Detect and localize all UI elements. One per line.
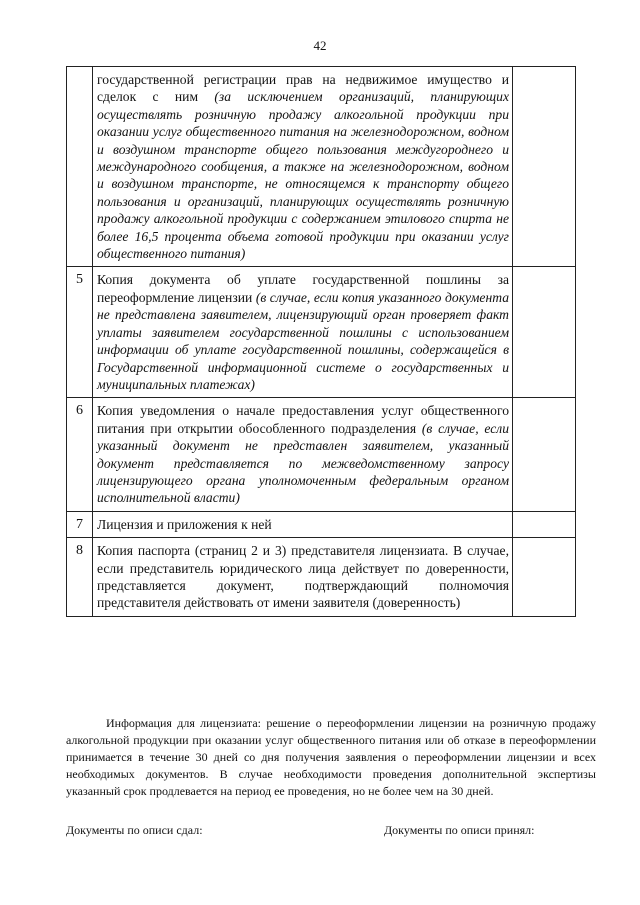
- row-number: 7: [67, 511, 93, 537]
- row-mark-cell: [513, 538, 576, 617]
- table-row: [67, 538, 576, 617]
- signature-received-label: Документы по описи принял:: [384, 823, 535, 837]
- row-description: [93, 67, 513, 267]
- table-row: [67, 67, 576, 267]
- row-text-main: Копия паспорта (страниц 2 и 3) представителя лицензиата. В случае, если представитель юридического лица действует по доверенности, представляется документ, подтверждающий полномочия представителя действовать от имени заявителя (доверенность): [97, 543, 509, 611]
- licensee-info-paragraph: Информация для лицензиата: решение о переоформлении лицензии на розничную продажу алкогольной продукции при оказании услуг общественного питания или об отказе в переоформлении принимается в течение 30 дней со дня получения заявления о переоформлении лицензии и всех необходимых документов. В случае необходимости проведения дополнительной экспертизы указанный срок продлевается на период ее проведения, но не более чем на 30 дней.: [66, 716, 596, 798]
- row-mark-cell: [513, 67, 576, 267]
- row-mark-cell: [513, 511, 576, 537]
- row-text-note: (в случае, если указанный документ не представлен заявителем, указанный документ представляется по межведомственному запросу лицензирующего органа уполномоченным федеральным органом исполнительной власти): [97, 420, 509, 506]
- row-number: [67, 67, 93, 267]
- row-text-main: Копия уведомления о начале предоставления услуг общественного питания при открытии обособленного подразделения: [97, 403, 509, 436]
- table-row: [67, 267, 576, 398]
- table-row: [67, 511, 576, 537]
- row-description: [93, 511, 513, 537]
- row-text-note: (за исключением организаций, планирующих осуществлять розничную продажу алкогольной продукции при оказании услуг общественного питания на железнодорожном, водном и воздушном транспорте общего пользования междугороднего и международного сообщения, а также на железнодорожном, водном и воздушном транспорте, не относящемся к транспорту общего пользования и организаций, планирующих осуществлять розничную продажу алкогольной продукции с содержанием этилового спирта не более 16,5 процента объема готовой продукции при оказании услуг общественного питания): [97, 89, 509, 262]
- table-row: [67, 398, 576, 511]
- row-mark-cell: [513, 398, 576, 511]
- row-mark-cell: [513, 267, 576, 398]
- row-text-note: (в случае, если копия указанного документа не представлена заявителем, лицензирующий орган проверяет факт уплаты заявителем государственной пошлины с использованием информации об уплате государственной пошлины, содержащейся в Государственной информационной системе о государственных и муниципальных платежах): [97, 289, 509, 392]
- row-number: 8: [67, 538, 93, 617]
- row-number: 5: [67, 267, 93, 398]
- signature-submitted-label: Документы по описи сдал:: [66, 823, 203, 837]
- row-text-main: Копия документа об уплате государственной пошлины за переоформление лицензии: [97, 272, 509, 305]
- documents-table: [66, 66, 576, 617]
- page-number: 42: [313, 38, 327, 53]
- row-text-main: государственной регистрации прав на недвижимое имущество и сделок с ним: [97, 72, 509, 105]
- row-text-main: Лицензия и приложения к ней: [97, 516, 272, 532]
- row-description: [93, 267, 513, 398]
- row-description: [93, 398, 513, 511]
- row-number: 6: [67, 398, 93, 511]
- row-description: [93, 538, 513, 617]
